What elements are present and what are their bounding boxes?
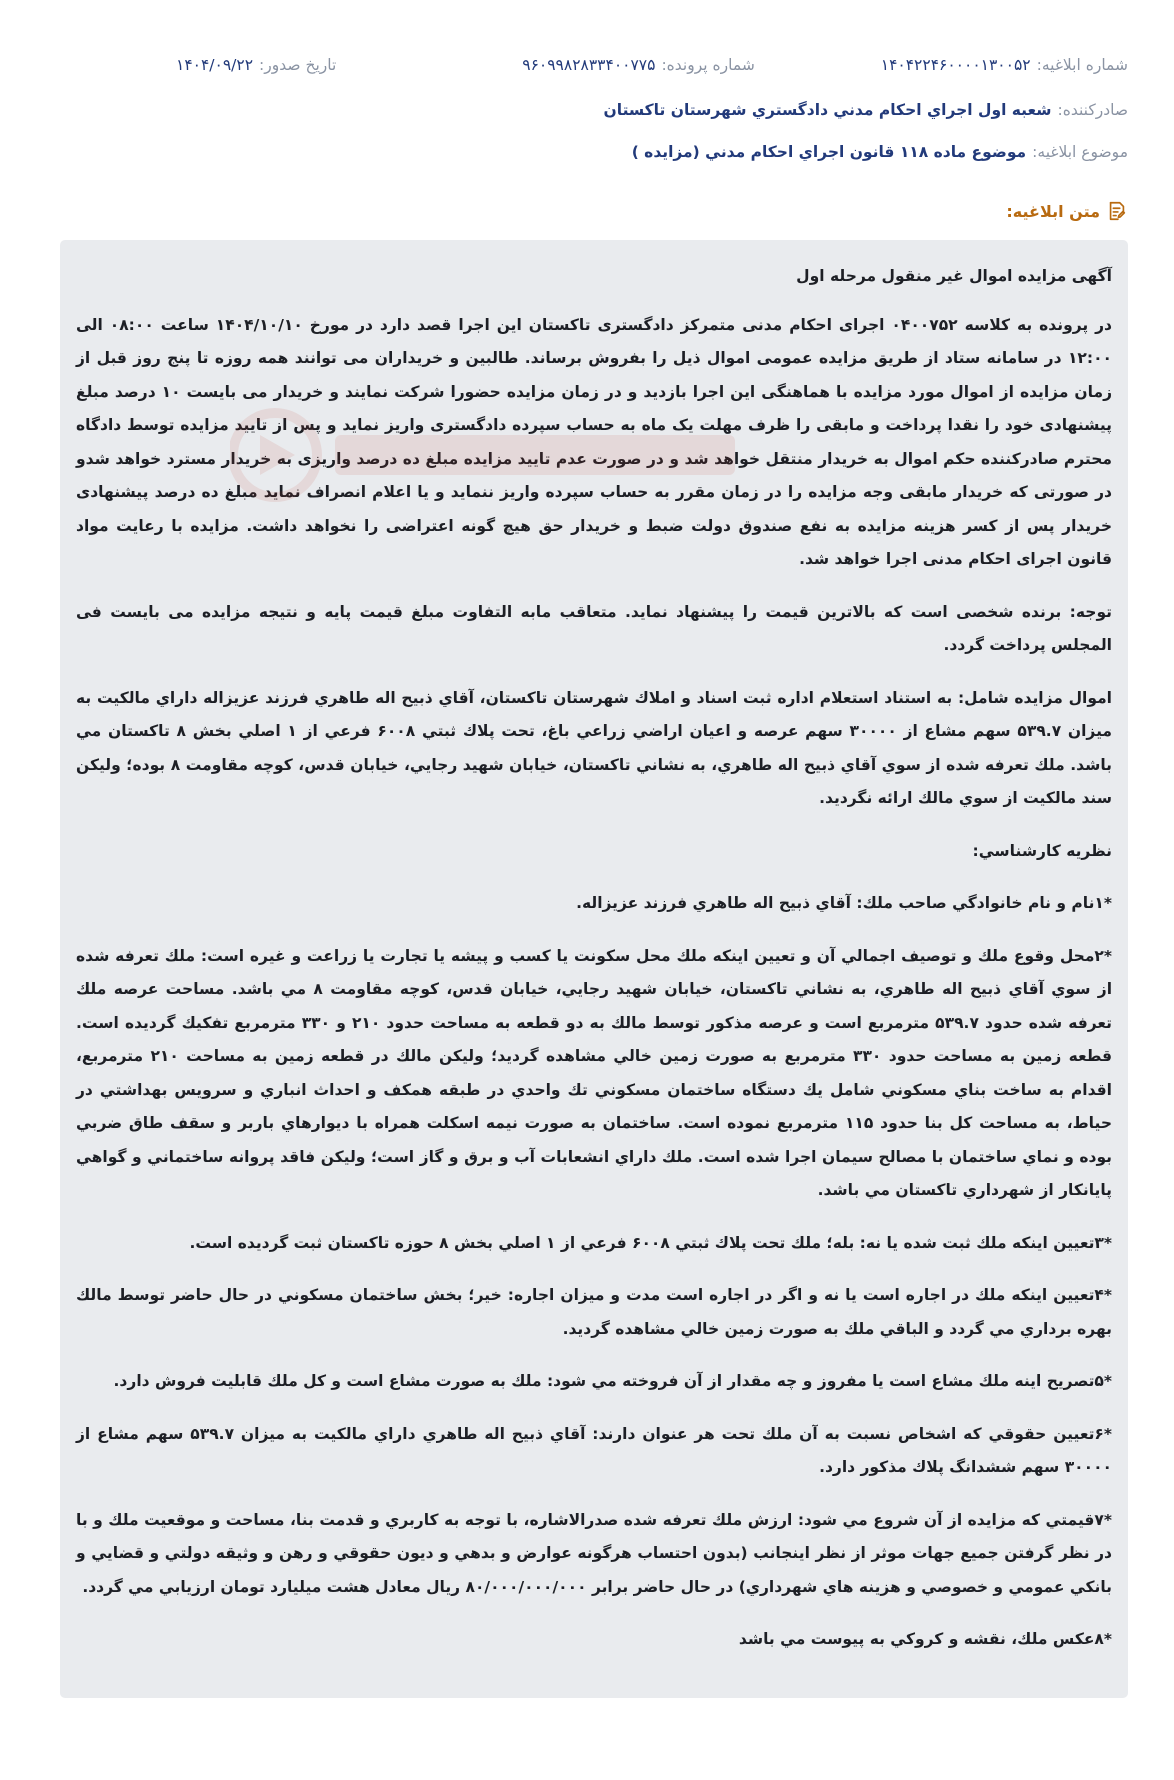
case-number [522,56,755,74]
meta-row [46,56,1128,74]
notice-paragraph-intro: در پرونده به کلاسه ۰۴۰۰۷۵۲ اجرای احکام مدنی متمرکز دادگستری تاکستان این اجرا قصد دارد در مورخ ۱۴۰۴/۱۰/۱۰ ساعت ۰۸:۰۰ الی ۱۲:۰۰ در سامانه ستاد از طریق مزایده عمومی اموال ذیل را بفروش برساند. طالبین و خریداران می توانند همه روزه تا پنج روز قبل از زمان مزایده از اموال مورد مزایده با هماهنگی این اجرا بازدید و در زمان مزایده حضورا شرکت نمایند و خریدار می بایست ۱۰ درصد مبلغ پیشنهادی خود را نقدا پرداخت و مابقی را ظرف مهلت یک ماه به حساب سپرده دادگستری واریز نماید و پس از تایید مزایده توسط دادگاه محترم صادرکننده حکم اموال به خریدار منتقل خواهد شد و در صورت عدم تایید مزایده مبلغ ده درصد واریزی به خریدار مسترد خواهد شدو در صورتی که خریدار مابقی وجه مزایده را در زمان مقرر به حساب سپرده واریز ننماید و یا اعلام انصراف نماید مبلغ ده درصد پیشنهادی خریدار پس از کسر هزینه مزایده به نفع صندوق دولت ضبط و خریدار حق هیچ گونه اعتراضی را نخواهد داشت. مزایده با رعایت مواد قانون اجرای احکام مدنی اجرا خواهد شد. [76,315,1112,568]
notice-body-panel [60,240,1128,1698]
document-edit-icon [1106,200,1128,222]
notice-paragraph-item-7: *۷قيمتي كه مزايده از آن شروع مي شود: ارزش ملك تعرفه شده صدرالاشاره، با توجه به كاربري و قدمت بنا، مساحت و موقعيت ملك و با در نظر گرفتن جميع جهات موثر از نظر اينجانب (بدون احتساب هرگونه عوارض و بدهي و ديون حقوقي و رهن و وثيقه دولتي و قضايي و بانكي عمومي و خصوصي و هزينه هاي شهرداري) در حال حاضر برابر ۸۰/۰۰۰/۰۰۰/۰۰۰ ريال معادل هشت ميليارد تومان ارزيابي مي گردد. [76,1510,1112,1596]
subject-label: موضوع ابلاغیه: [1032,143,1128,161]
notice-paragraph-property: اموال مزايده شامل: به استناد استعلام اداره ثبت اسناد و املاك شهرستان تاكستان، آقاي ذبيح اله طاهري فرزند عزيزاله داراي مالكيت به ميزان ۵۳۹.۷ سهم مشاع از ۳۰۰۰۰ سهم عرصه و اعيان اراضي زراعي باغ، تحت پلاك ثبتي ۶۰۰۸ فرعي از ۱ اصلي بخش ۸ تاكستان مي باشد. ملك تعرفه شده از سوي آقاي ذبيح اله طاهري، به نشاني تاكستان، خيابان شهيد رجايي، خيابان قدس، كوچه مقاومت ۸ بوده؛ وليكن سند مالكيت از سوي مالك ارائه نگرديد. [76,688,1112,807]
notice-number-value: ۱۴۰۴۲۲۴۶۰۰۰۰۱۳۰۰۵۲ [880,56,1031,74]
subject-row [46,143,1128,161]
notice-paragraph-item-2: *۲محل وقوع ملك و توصيف اجمالي آن و تعيين اينكه ملك محل سكونت يا كسب و پيشه يا تجارت يا زراعت و غيره است: ملك تعرفه شده از سوي آقاي ذبيح اله طاهري، به نشاني تاكستان، خيابان شهيد رجايي، خيابان قدس، كوچه مقاومت ۸ مي باشد. مساحت عرصه ملك تعرفه شده حدود ۵۳۹.۷ مترمربع است و عرصه مذكور توسط مالك به دو قطعه به مساحت حدود ۲۱۰ و ۳۳۰ مترمربع تفكيك گرديده است. قطعه زمين به مساحت حدود ۳۳۰ مترمربع به صورت زمين خالي مشاهده گرديد؛ وليكن مالك در قطعه زمين به مساحت ۲۱۰ مترمربع، اقدام به ساخت بناي مسكوني شامل يك دستگاه ساختمان مسكوني تك واحدي در طبقه همكف و احداث انباري و سرويس بهداشتي در حياط، به مساحت كل بنا حدود ۱۱۵ مترمربع نموده است. ساختمان به صورت نيمه اسكلت همراه با ديوارهاي باربر و سقف طاق ضربي بوده و نماي ساختمان با مصالح سيمان اجرا شده است. ملك داراي انشعابات آب و برق و گاز است؛ وليكن فاقد پروانه ساختماني و گواهي پايانكار از شهرداري تاكستان مي باشد. [76,946,1113,1199]
notice-paragraph-note: توجه: برنده شخصی است که بالاترین قیمت را پیشنهاد نماید. متعاقب مابه التفاوت مبلغ قیمت پایه و نتیجه مزایده می بایست فی المجلس پرداخت گردد. [76,602,1112,654]
notice-paragraph-expert-heading: نظريه كارشناسي: [972,841,1112,860]
notice-heading: آگهی مزایده اموال غیر منقول مرحله اول [796,267,1112,285]
case-number-label: شماره پرونده: [661,56,755,74]
notice-number-label: شماره ابلاغیه: [1036,56,1128,74]
issue-date-value: ۱۴۰۴/۰۹/۲۲ [176,56,254,74]
issuer-value: شعبه اول اجراي احكام مدني دادگستري شهرستان تاكستان [603,101,1052,119]
notice-paragraph-item-4: *۴تعيين اينكه ملك در اجاره است يا نه و اگر در اجاره است مدت و ميزان اجاره: خير؛ بخش ساختمان مسكوني در حال حاضر توسط مالك بهره برداري مي گردد و الباقي ملك به صورت زمين خالي مشاهده گرديد. [76,1286,1112,1338]
issue-date-label: تاریخ صدور: [259,56,337,74]
notice-paragraph-item-5: *۵تصريح اينه ملك مشاع است يا مفروز و چه مقدار از آن فروخته مي شود: ملك به صورت مشاع است و كل ملك قابليت فروش دارد. [113,1372,1112,1390]
case-number-value: ۹۶۰۹۹۸۲۸۳۳۴۰۰۷۷۵ [522,56,656,74]
notice-paragraph-item-8: *۸عكس ملك، نقشه و كروكي به پيوست مي باشد [738,1630,1112,1648]
issuer-label: صادرکننده: [1057,101,1128,119]
notice-text-title [1006,200,1128,222]
notice-number [881,56,1128,74]
notice-paragraph-item-3: *۳تعيين اينكه ملك ثبت شده يا نه: بله؛ ملك تحت پلاك ثبتي ۶۰۰۸ فرعي از ۱ اصلي بخش ۸ حوزه تاكستان ثبت گرديده است. [189,1233,1112,1252]
subject-value: موضوع ماده ۱۱۸ قانون اجراي احكام مدني (مزايده ) [631,143,1027,161]
notice-paragraph-item-1: *۱نام و نام خانوادگي صاحب ملك: آقاي ذبيح اله طاهري فرزند عزيزاله. [576,894,1112,912]
notice-paragraph-item-6: *۶تعيين حقوقي كه اشخاص نسبت به آن ملك تحت هر عنوان دارند: آقاي ذبيح اله طاهري داراي مالكيت به ميزان ۵۳۹.۷ سهم مشاع از ۳۰۰۰۰ سهم ششدانگ پلاك مذكور دارد. [76,1424,1112,1476]
issue-date [176,56,336,74]
issuer-row [46,101,1128,119]
notice-text-title-label: متن ابلاغیه: [1006,201,1100,221]
